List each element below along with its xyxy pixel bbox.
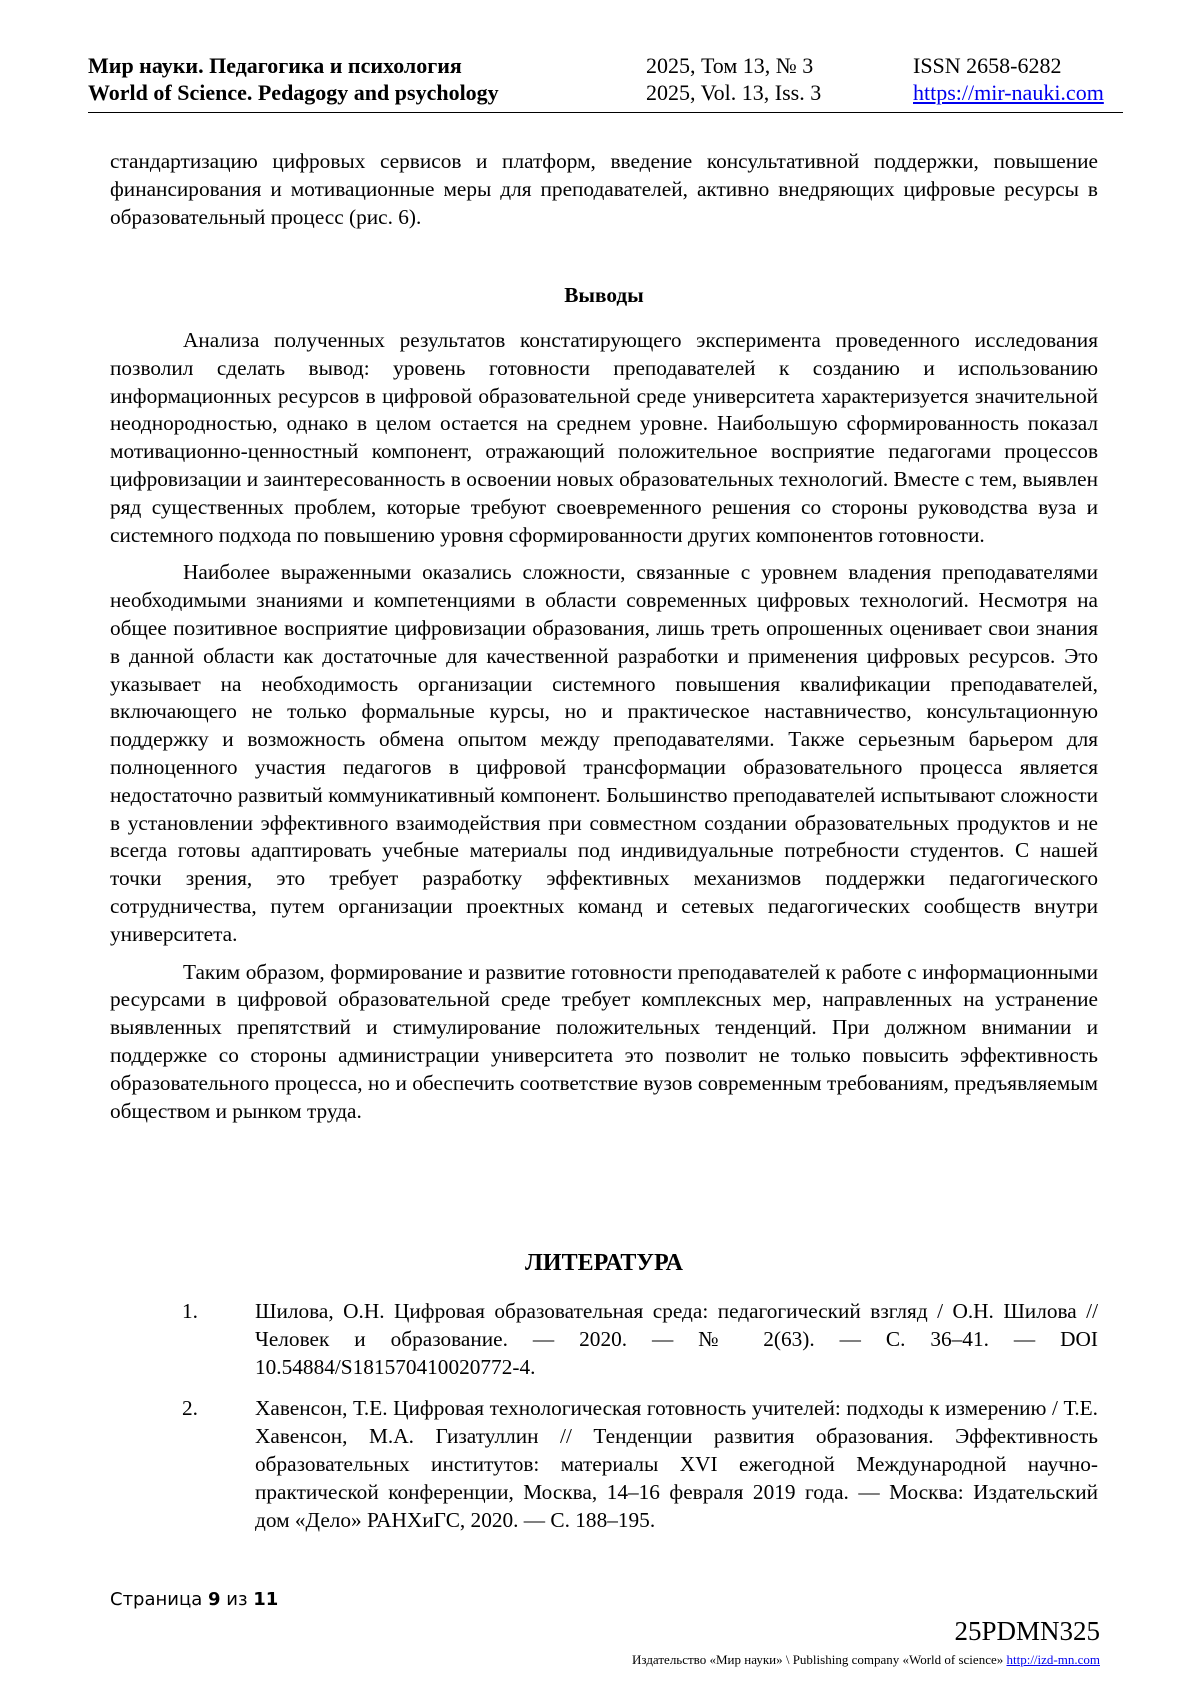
publisher-url-link[interactable]: http://izd-mn.com [1006,1652,1100,1667]
issn-block [913,52,1104,106]
references-heading: ЛИТЕРАТУРА [525,1250,683,1276]
references-list [110,1298,1098,1534]
journal-url-link[interactable]: https://mir-nauki.com [913,80,1104,105]
page-label: Страница [110,1589,203,1610]
journal-title-block [88,52,499,106]
conclusions-section [110,327,1098,1125]
volume-ru: 2025, Том 13, № 3 [646,53,814,78]
reference-item [110,1298,1098,1381]
reference-number: 2. [182,1396,198,1421]
page-counter [110,1589,278,1610]
conclusions-paragraph-1: Анализа полученных результатов констатирующего эксперимента проведенного исследования позволил сделать вывод: уровень готовности преподавателей к созданию и использованию информационных ресурсов в цифровой образовательной среде университета характеризуется значительной неоднородностью, однако в целом остается на среднем уровне. Наибольшую сформированность показал мотивационно-ценностный компонент, отражающий положительное восприятие педагогами процессов цифровизации и заинтересованность в освоении новых образовательных технологий. Вместе с тем, выявлен ряд существенных проблем, которые требуют своевременного решения со стороны руководства вуза и системного подхода по повышению уровня сформированности других компонентов готовности. [110,328,1098,547]
conclusions-heading: Выводы [564,283,644,307]
reference-text: Хавенсон, Т.Е. Цифровая технологическая готовность учителей: подходы к измерению / Т.Е. Хавенсон, М.А. Гизатуллин // Тенденции развития образования. Эффективность образовательных институтов: материалы XVI ежегодной Международной научно-практической конференции, Москва, 14–16 февраля 2019 года. — Москва: Издательский дом «Дело» РАНХиГС, 2020. — С. 188–195. [255,1396,1098,1532]
volume-block [646,52,821,106]
intro-paragraph: стандартизацию цифровых сервисов и платформ, введение консультативной поддержки, повышение финансирования и мотивационные меры для преподавателей, активно внедряющих цифровые ресурсы в образовательный процесс (рис. 6). [110,149,1098,229]
publisher-text: Издательство «Мир науки» \ Publishing company «World of science» [632,1652,1004,1667]
reference-number: 1. [182,1299,198,1323]
reference-text: Шилова, О.Н. Цифровая образовательная среда: педагогический взгляд / О.Н. Шилова // Человек и образование. — 2020. — № 2(63). — С. 36–41. — DOI 10.54884/S181570410020772-4. [255,1299,1098,1379]
issn: ISSN 2658-6282 [913,53,1062,78]
conclusions-paragraph-3: Таким образом, формирование и развитие готовности преподавателей к работе с информационными ресурсами в цифровой образовательной среде требует комплексных мер, направленных на устранение выявленных препятствий и стимулирование положительных тенденций. При должном внимании и поддержке со стороны администрации университета это позволит не только повысить эффективность образовательного процесса, но и обеспечить соответствие вузов современным требованиям, предъявляемым обществом и рынком труда. [110,959,1098,1123]
intro-paragraph-block [110,148,1098,231]
page-total: 11 [253,1589,279,1610]
journal-header [88,52,1123,112]
page-of: из [226,1589,248,1610]
journal-title-en: World of Science. Pedagogy and psychology [88,80,499,105]
reference-item [110,1395,1098,1534]
journal-title-ru: Мир науки. Педагогика и психология [88,53,462,78]
header-divider [88,112,1123,113]
page-current: 9 [208,1589,221,1610]
publisher-line [632,1652,1100,1668]
conclusions-paragraph-2: Наиболее выраженными оказались сложности, связанные с уровнем владения преподавателями необходимыми знаниями и компетенциями в области современных цифровых технологий. Несмотря на общее позитивное восприятие цифровизации образования, лишь треть опрошенных оценивает свои знания в данной области как достаточные для качественной разработки и применения цифровых ресурсов. Это указывает на необходимость организации системного повышения квалификации преподавателей, включающего не только формальные курсы, но и практическое наставничество, консультационную поддержку и возможность обмена опытом между преподавателями. Также серьезным барьером для полноценного участия педагогов в цифровой трансформации образовательного процесса является недостаточно развитый коммуникативный компонент. Большинство преподавателей испытывают сложности в установлении эффективного взаимодействия при совместном создании образовательных продуктов и не всегда готовы адаптировать учебные материалы под индивидуальные потребности студентов. С нашей точки зрения, это требует разработку эффективных механизмов поддержки педагогического сотрудничества, путем организации проектных команд и сетевых педагогических сообществ внутри университета. [110,560,1098,946]
volume-en: 2025, Vol. 13, Iss. 3 [646,80,822,105]
article-code: 25PDMN325 [954,1616,1100,1646]
